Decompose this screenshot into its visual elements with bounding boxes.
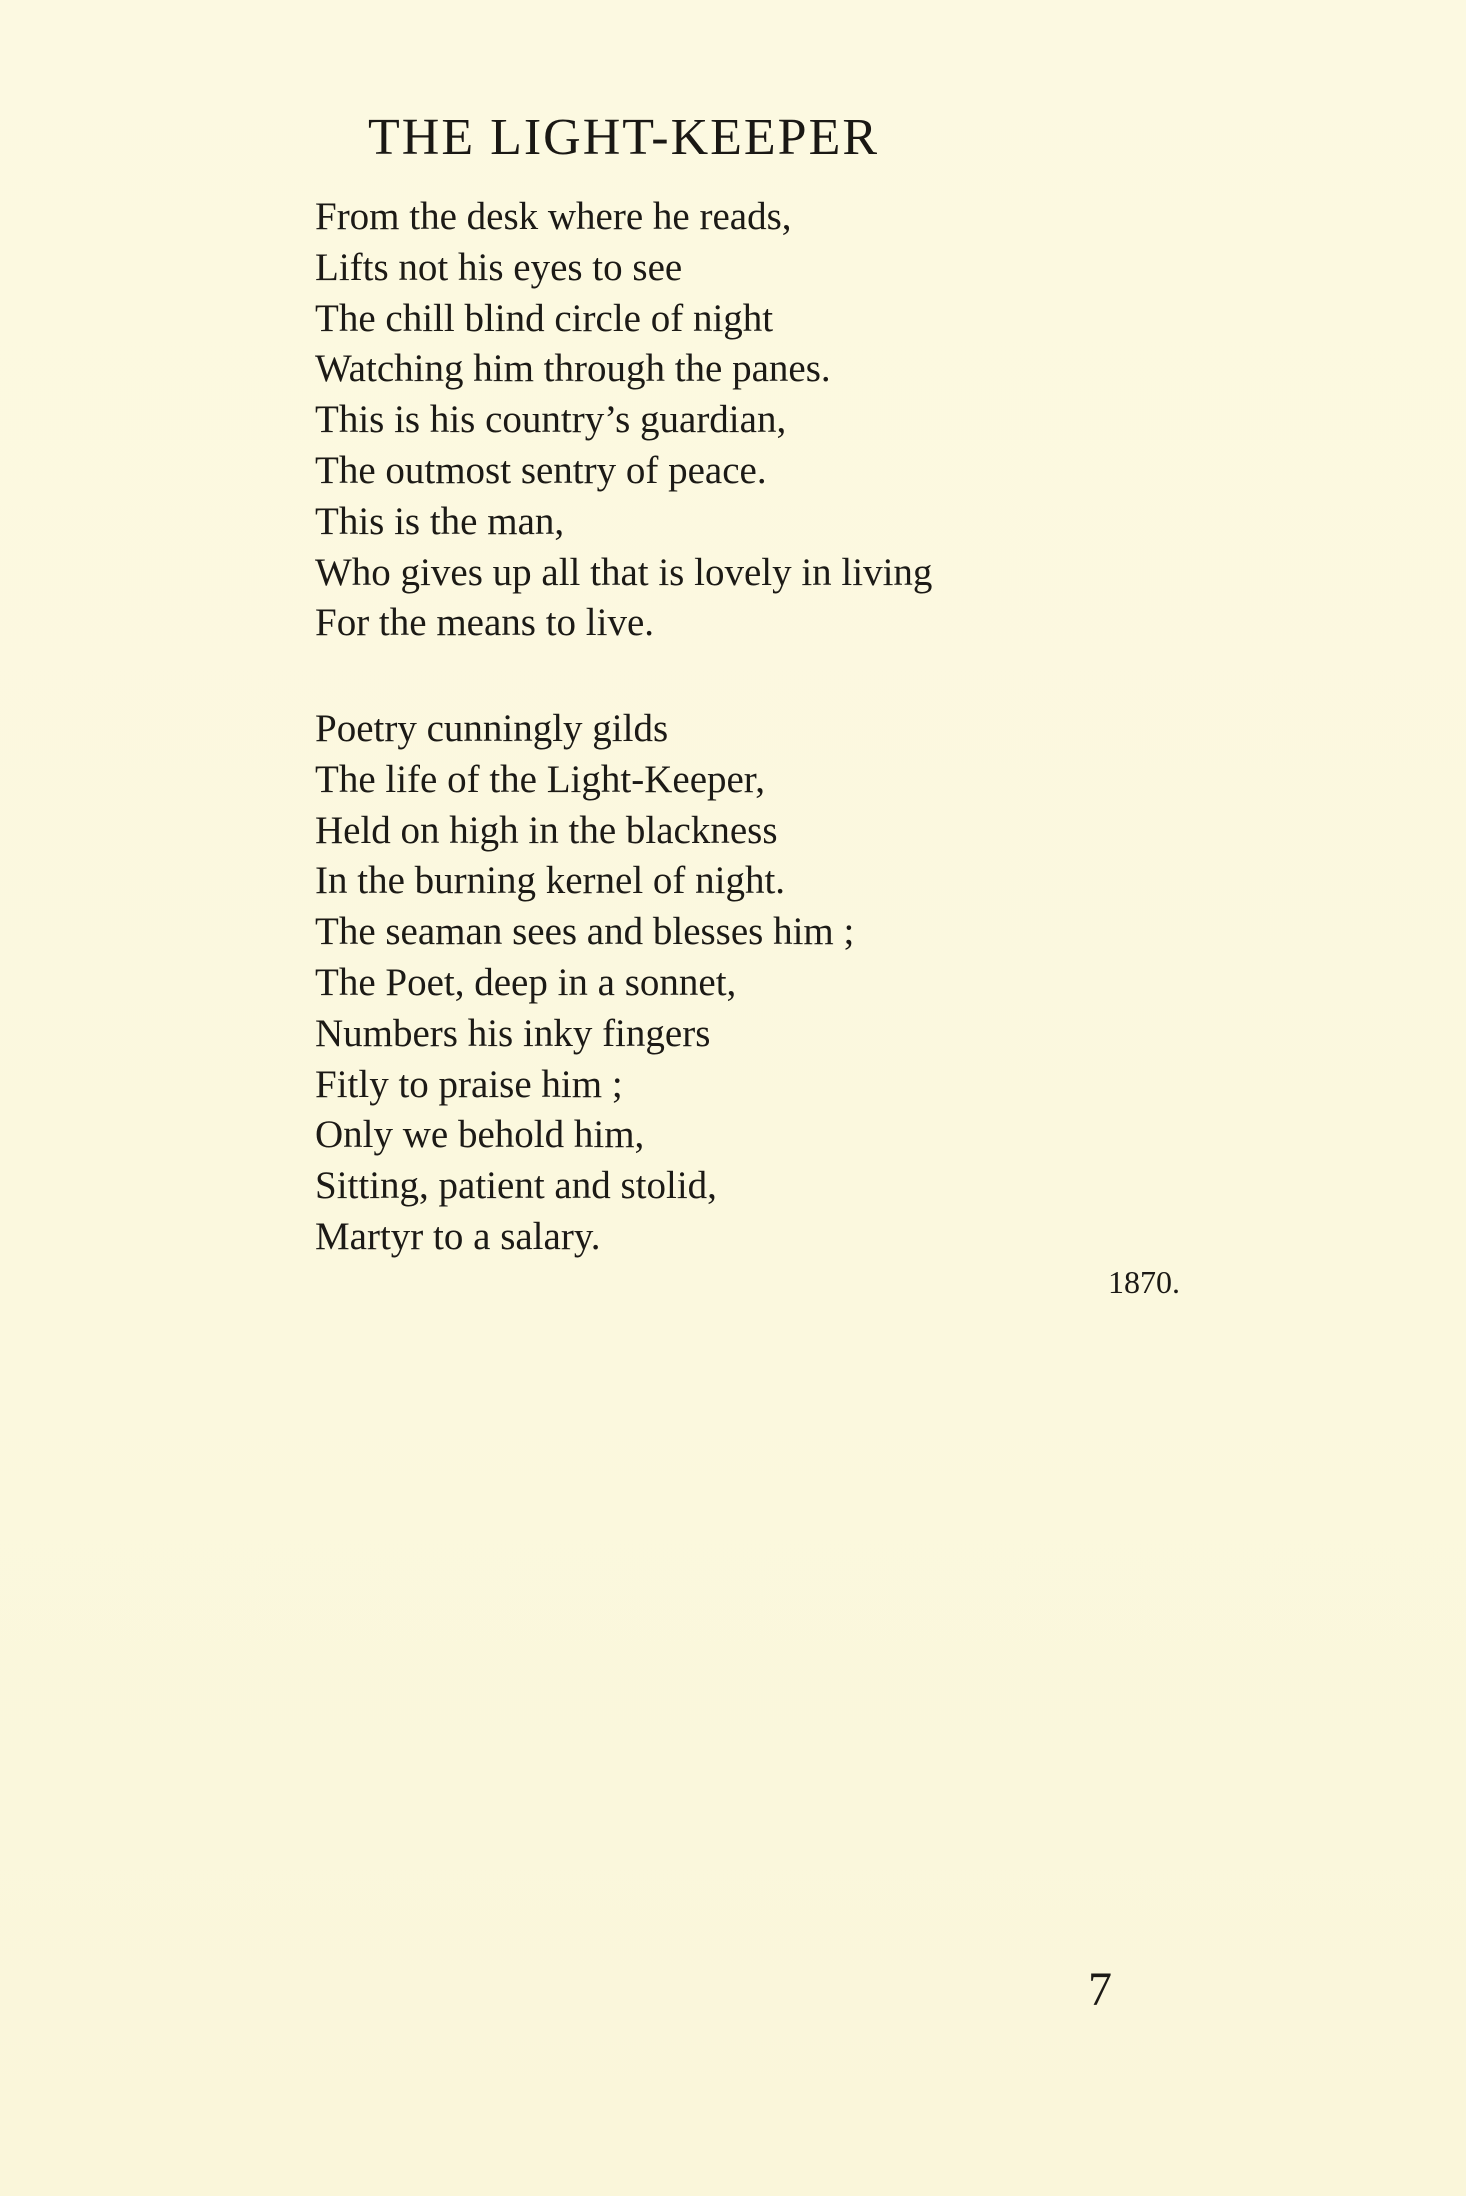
poem-line: The chill blind circle of night — [315, 296, 774, 340]
poem-date: 1870. — [1108, 1264, 1180, 1300]
poem-line: The seaman sees and blesses him ; — [315, 910, 855, 954]
poem-line: Numbers his inky fingers — [315, 1011, 711, 1055]
stanza-1 — [315, 192, 932, 649]
poem-line: This is the man, — [315, 499, 565, 543]
poem-line: Watching him through the panes. — [315, 347, 831, 391]
poem-line: Held on high in the blackness — [315, 808, 778, 852]
poem-line: In the burning kernel of night. — [315, 859, 786, 903]
poem-line: Lifts not his eyes to see — [315, 245, 683, 289]
poem-line: Poetry cunningly gilds — [315, 707, 669, 750]
poem-line: For the means to live. — [315, 601, 655, 645]
poem-line: Fitly to praise him ; — [315, 1062, 623, 1106]
poem-line: The outmost sentry of peace. — [315, 448, 767, 492]
poem-line: The Poet, deep in a sonnet, — [315, 960, 737, 1004]
poem-line: This is his country’s guardian, — [315, 398, 787, 442]
page-number: 7 — [1088, 1963, 1112, 2016]
poem-line: Sitting, patient and stolid, — [315, 1164, 717, 1208]
stanza-2 — [315, 704, 854, 1263]
poem-line: Who gives up all that is lovely in living — [315, 550, 933, 594]
poem-line: Only we behold him, — [315, 1113, 645, 1157]
poem-line: The life of the Light-Keeper, — [315, 757, 765, 801]
poem-line: From the desk where he reads, — [315, 195, 792, 238]
poem-title: THE LIGHT-KEEPER — [368, 109, 880, 166]
poem-line: Martyr to a salary. — [315, 1214, 601, 1258]
